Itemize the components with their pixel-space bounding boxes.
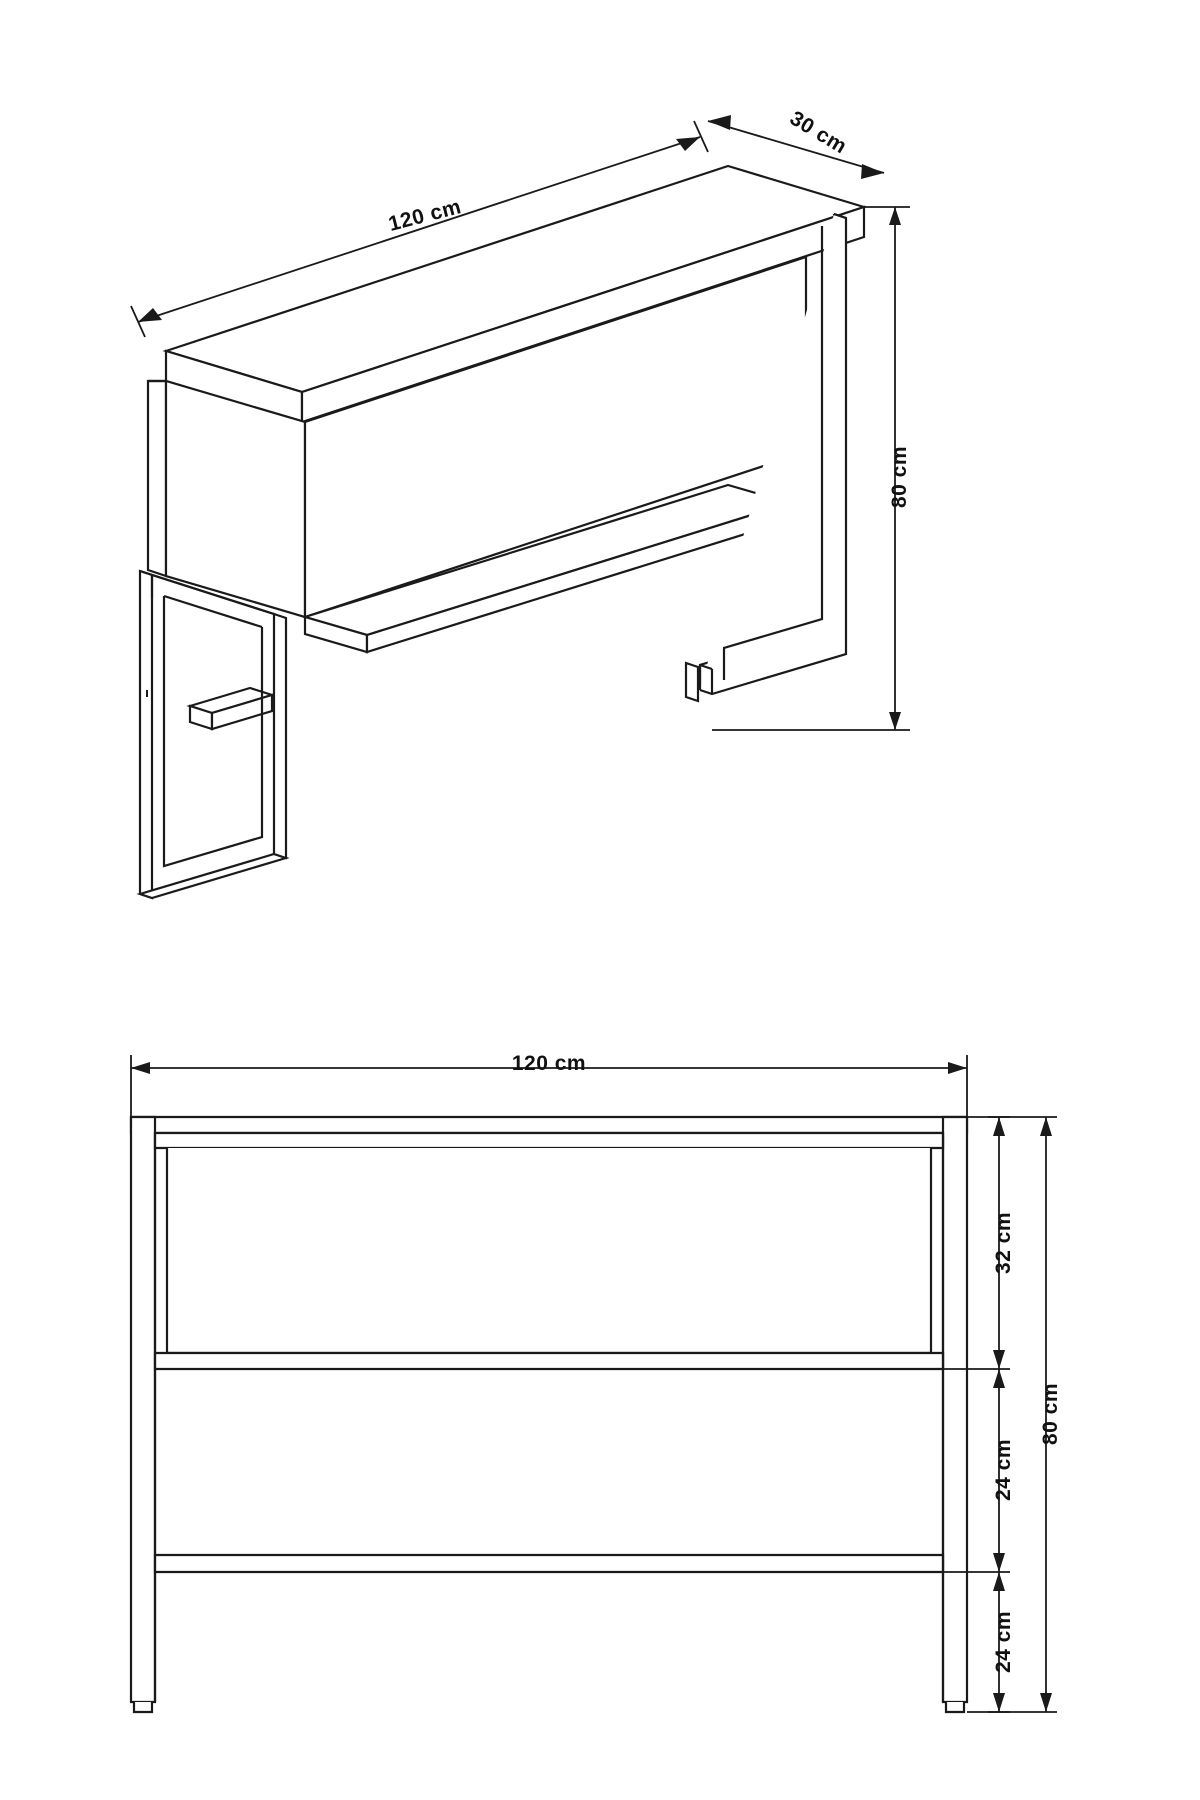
perspective-view-geometry [140, 166, 864, 898]
front-middle-section-label: 24 cm [992, 1438, 1015, 1502]
front-lower-section-label: 24 cm [992, 1610, 1015, 1674]
perspective-depth-label: 30 cm [785, 106, 851, 159]
front-total-height-label: 80 cm [1039, 1382, 1062, 1446]
perspective-height-label: 80 cm [888, 445, 911, 509]
front-width-label: 120 cm [511, 1052, 587, 1075]
perspective-width-label: 120 cm [386, 195, 464, 236]
front-upper-section-label: 32 cm [992, 1211, 1015, 1275]
front-view-geometry [131, 1117, 967, 1712]
